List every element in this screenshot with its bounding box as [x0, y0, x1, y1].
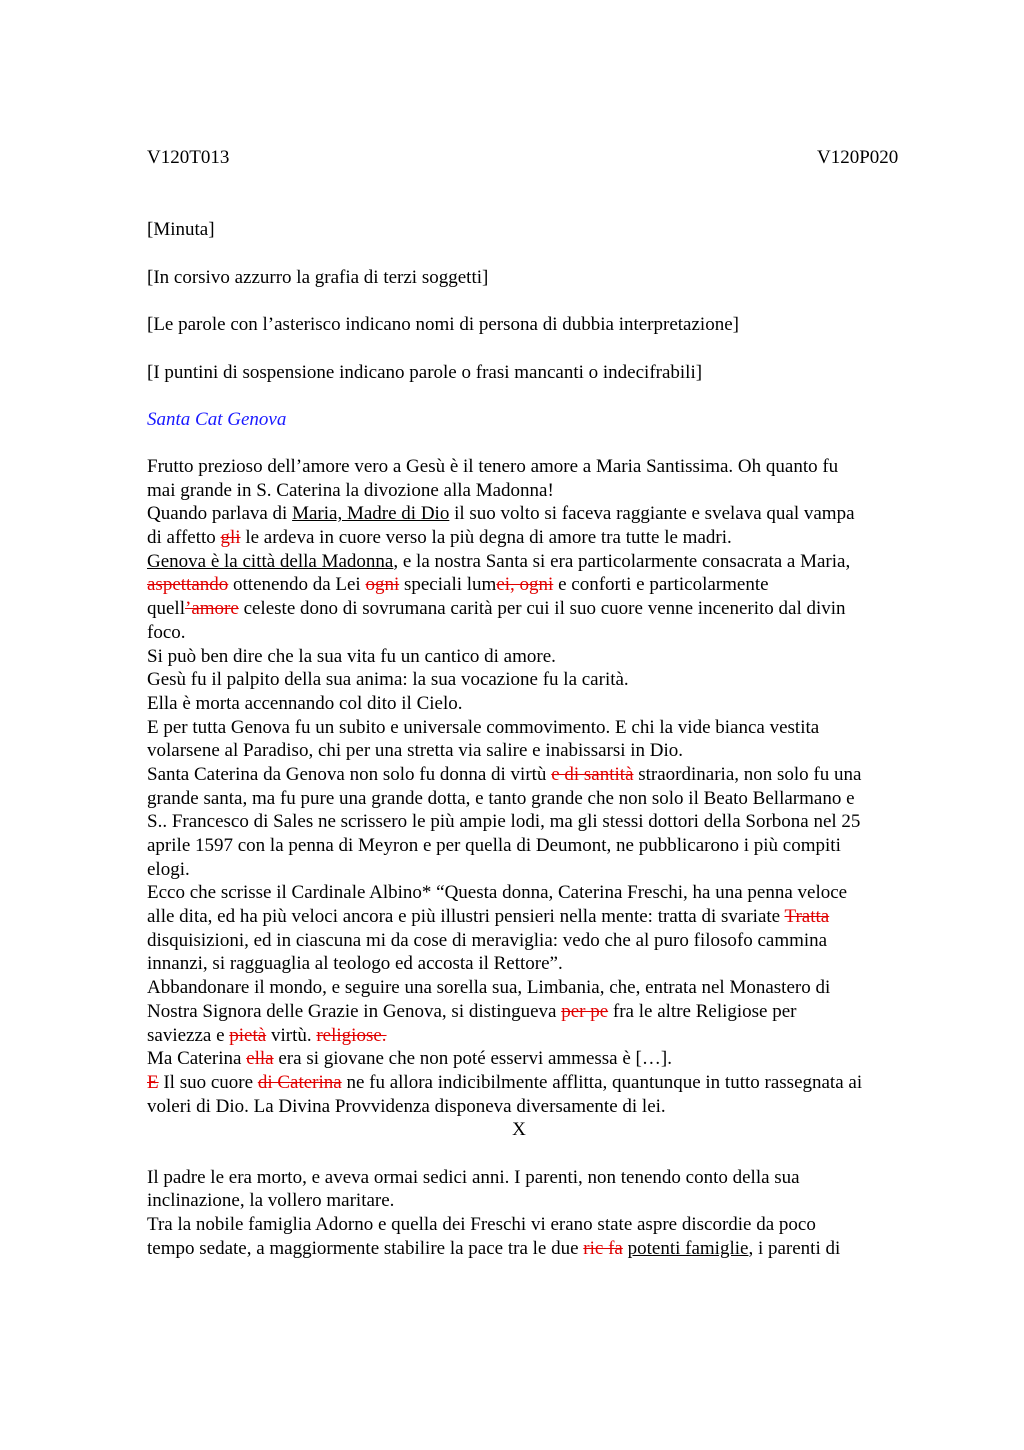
deleted-text: e di santità	[551, 763, 634, 785]
section-separator: X	[512, 1119, 526, 1141]
text-line: di affetto gli le ardeva in cuore verso la più degna di amore tra tutte le madri.	[147, 527, 732, 549]
text-line: foco.	[147, 621, 186, 643]
text-line: aspettando ottenendo da Lei ogni speciali lumei, ogni e conforti e particolarmente	[147, 574, 769, 596]
underlined-text: Genova è la città della Madonna	[147, 550, 394, 572]
body-text	[147, 455, 932, 1260]
text-line: voleri di Dio. La Divina Provvidenza disponeva diversamente di lei.	[147, 1095, 666, 1117]
deleted-text: ’amore	[185, 598, 239, 620]
text-line: grande santa, ma fu pure una grande dotta, e tanto grande che non solo il Beato Bellarmano e	[147, 787, 855, 809]
note-asterisk: [Le parole con l’asterisco indicano nomi di persona di dubbia interpretazione]	[147, 314, 739, 335]
deleted-text: ric fa	[583, 1237, 623, 1259]
text-line: mai grande in S. Caterina la divozione alla Madonna!	[147, 479, 554, 501]
text-line: elogi.	[147, 858, 190, 880]
text-line: tempo sedate, a maggiormente stabilire la pace tra le due ric fa potenti famiglie, i parenti di	[147, 1237, 841, 1259]
text-line: S.. Francesco di Sales ne scrissero le più ampie lodi, ma gli stessi dottori della Sorbona nel 25	[147, 811, 861, 833]
text-line: Il padre le era morto, e aveva ormai sedici anni. I parenti, non tenendo conto della sua	[147, 1166, 800, 1188]
deleted-text: aspettando	[147, 574, 229, 596]
text-line: quell’amore celeste dono di sovrumana carità per cui il suo cuore venne incenerito dal divin	[147, 598, 846, 620]
text-line: Nostra Signora delle Grazie in Genova, si distingueva per pe fra le altre Religiose per	[147, 1000, 797, 1022]
note-italic-blue: [In corsivo azzurro la grafia di terzi soggetti]	[147, 267, 489, 288]
underlined-text: Maria, Madre di Dio	[292, 503, 450, 525]
text-line: Frutto prezioso dell’amore vero a Gesù è il tenero amore a Maria Santissima. Oh quanto fu	[147, 456, 839, 477]
deleted-text: di Caterina	[257, 1071, 342, 1093]
deleted-text: per pe	[561, 1000, 609, 1022]
deleted-text: pietà	[229, 1024, 267, 1046]
deleted-text: ella	[246, 1048, 274, 1070]
deleted-text: ei, ogni	[496, 574, 554, 596]
text-line: Ma Caterina ella era si giovane che non poté esservi ammessa è […].	[147, 1048, 672, 1070]
deleted-text: religiose.	[316, 1024, 387, 1046]
text-line: Tra la nobile famiglia Adorno e quella dei Freschi vi erano state aspre discordie da poco	[147, 1214, 816, 1235]
text-line: E Il suo cuore di Caterina ne fu allora indicibilmente afflitta, quantunque in tutto rassegnata ai	[147, 1071, 863, 1093]
text-line: Santa Caterina da Genova non solo fu donna di virtù e di santità straordinaria, non solo fu una	[147, 763, 862, 785]
text-line: Genova è la città della Madonna, e la nostra Santa si era particolarmente consacrata a Maria,	[147, 550, 851, 572]
text-line: volarsene al Paradiso, chi per una stretta via salire e inabissarsi in Dio.	[147, 740, 684, 762]
text-line: alle dita, ed ha più veloci ancora e più illustri pensieri nella mente: tratta di svariate Tratta	[147, 906, 830, 928]
deleted-text: gli	[220, 527, 241, 549]
note-ellipsis: [I puntini di sospensione indicano parole o frasi mancanti o indecifrabili]	[147, 362, 703, 383]
text-line: saviezza e pietà virtù. religiose.	[147, 1024, 387, 1046]
text-line: E per tutta Genova fu un subito e universale commovimento. E chi la vide bianca vestita	[147, 716, 820, 738]
underlined-text: potenti famiglie	[627, 1237, 749, 1259]
deleted-text: ogni	[365, 574, 400, 596]
text-line: Abbandonare il mondo, e seguire una sorella sua, Limbania, che, entrata nel Monastero di	[147, 977, 831, 999]
text-line: inclinazione, la vollero maritare.	[147, 1190, 395, 1212]
handwritten-title: Santa Cat Genova	[147, 409, 287, 430]
document-code-right: V120P020	[817, 147, 899, 168]
text-line: aprile 1597 con la penna di Meyron e per quella di Deumont, ne pubblicarono i più compiti	[147, 835, 841, 856]
text-line: Si può ben dire che la sua vita fu un cantico di amore.	[147, 645, 556, 667]
text-line: Ella è morta accennando col dito il Cielo.	[147, 692, 463, 714]
text-line: innanzi, si ragguaglia al teologo ed accosta il Rettore”.	[147, 953, 563, 975]
text-line: Ecco che scrisse il Cardinale Albino* “Questa donna, Caterina Freschi, ha una penna veloce	[147, 882, 848, 904]
text-line: Gesù fu il palpito della sua anima: la sua vocazione fu la carità.	[147, 669, 629, 691]
deleted-text: E	[147, 1071, 159, 1093]
deleted-text: Tratta	[784, 906, 830, 928]
note-minuta: [Minuta]	[147, 219, 215, 240]
text-line: disquisizioni, ed in ciascuna mi da cose di meraviglia: vedo che al puro filosofo cammina	[147, 929, 828, 951]
text-line: Quando parlava di Maria, Madre di Dio il suo volto si faceva raggiante e svelava qual vampa	[147, 503, 855, 525]
blank-line	[147, 1142, 932, 1166]
document-code-left: V120T013	[147, 147, 230, 168]
